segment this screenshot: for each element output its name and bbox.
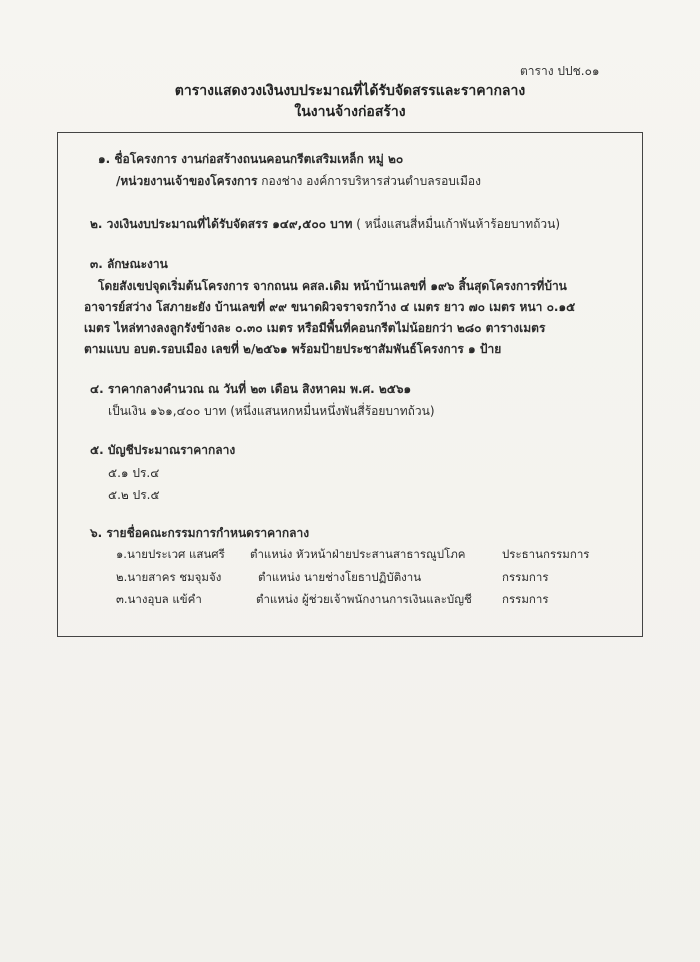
committee-member-position: ตำแหน่ง หัวหน้าฝ่ายประสานสาธารณูปโภค <box>250 547 466 561</box>
median-price-amount: เป็นเงิน ๑๖๑,๔๐๐ บาท (หนึ่งแสนหกหมื่นหนึ่งพันสี่ร้อยบาทถ้วน) <box>108 404 435 418</box>
document-title: ตารางแสดงวงเงินงบประมาณที่ได้รับจัดสรรและราคากลาง <box>174 83 526 99</box>
committee-member-role: กรรมการ <box>502 592 549 606</box>
budget-amount-text: ( หนึ่งแสนสี่หมื่นเก้าพันห้าร้อยบาทถ้วน) <box>356 217 561 231</box>
committee-member-position: ตำแหน่ง ผู้ช่วยเจ้าพนักงานการเงินและบัญชี <box>256 592 472 606</box>
price-estimate-item: ๕.๑ ปร.๔ <box>108 466 160 480</box>
median-price-heading: ๔. ราคากลางคำนวณ ณ วันที่ ๒๓ เดือน สิงหาคม พ.ศ. ๒๕๖๑ <box>90 382 412 396</box>
work-description-line: เมตร ไหล่ทางลงลูกรังข้างละ ๐.๓๐ เมตร หรือมีพื้นที่คอนกรีตไม่น้อยกว่า ๒๘๐ ตารางเมตร <box>84 321 546 335</box>
committee-member-position: ตำแหน่ง นายช่างโยธาปฏิบัติงาน <box>258 570 422 584</box>
price-estimate-heading: ๕. บัญชีประมาณราคากลาง <box>90 443 236 457</box>
work-description-line: โดยสังเขปจุดเริ่มต้นโครงการ จากถนน คสล.เดิม หน้าบ้านเลขที่ ๑๙๖ สิ้นสุดโครงการที่บ้าน <box>98 279 567 293</box>
budget-label: ๒. วงเงินงบประมาณที่ได้รับจัดสรร ๑๔๙,๕๐๐ บาท <box>90 217 353 231</box>
committee-member-name: ๓.นางอุบล แข้คำ <box>116 592 202 606</box>
work-description-heading: ๓. ลักษณะงาน <box>90 257 168 271</box>
budget-line <box>90 216 560 232</box>
agency-value: กองช่าง องค์การบริหารส่วนตำบลรอบเมือง <box>261 174 481 188</box>
committee-member-name: ๒.นายสาคร ชมจุมจัง <box>116 570 222 584</box>
price-estimate-item: ๕.๒ ปร.๕ <box>108 488 160 502</box>
agency-label: /หน่วยงานเจ้าของโครงการ <box>116 174 258 188</box>
project-name: ๑. ชื่อโครงการ งานก่อสร้างถนนคอนกรีตเสริมเหล็ก หมู่ ๒๐ <box>98 152 404 166</box>
committee-member-role: ประธานกรรมการ <box>502 547 590 561</box>
form-code: ตาราง ปปช.๐๑ <box>520 64 600 78</box>
committee-member-name: ๑.นายประเวศ แสนศรี <box>116 547 225 561</box>
project-agency <box>116 173 481 189</box>
work-description-line: ตามแบบ อบต.รอบเมือง เลขที่ ๒/๒๕๖๑ พร้อมป้ายประชาสัมพันธ์โครงการ ๑ ป้าย <box>84 342 502 356</box>
committee-heading: ๖. รายชื่อคณะกรรมการกำหนดราคากลาง <box>90 526 310 540</box>
document-subtitle: ในงานจ้างก่อสร้าง <box>294 104 406 120</box>
work-description-line: อาจารย์สว่าง โสภายะยัง บ้านเลขที่ ๙๙ ขนาดผิวจราจรกว้าง ๔ เมตร ยาว ๗๐ เมตร หนา ๐.๑๕ <box>84 300 576 314</box>
committee-member-role: กรรมการ <box>502 570 549 584</box>
